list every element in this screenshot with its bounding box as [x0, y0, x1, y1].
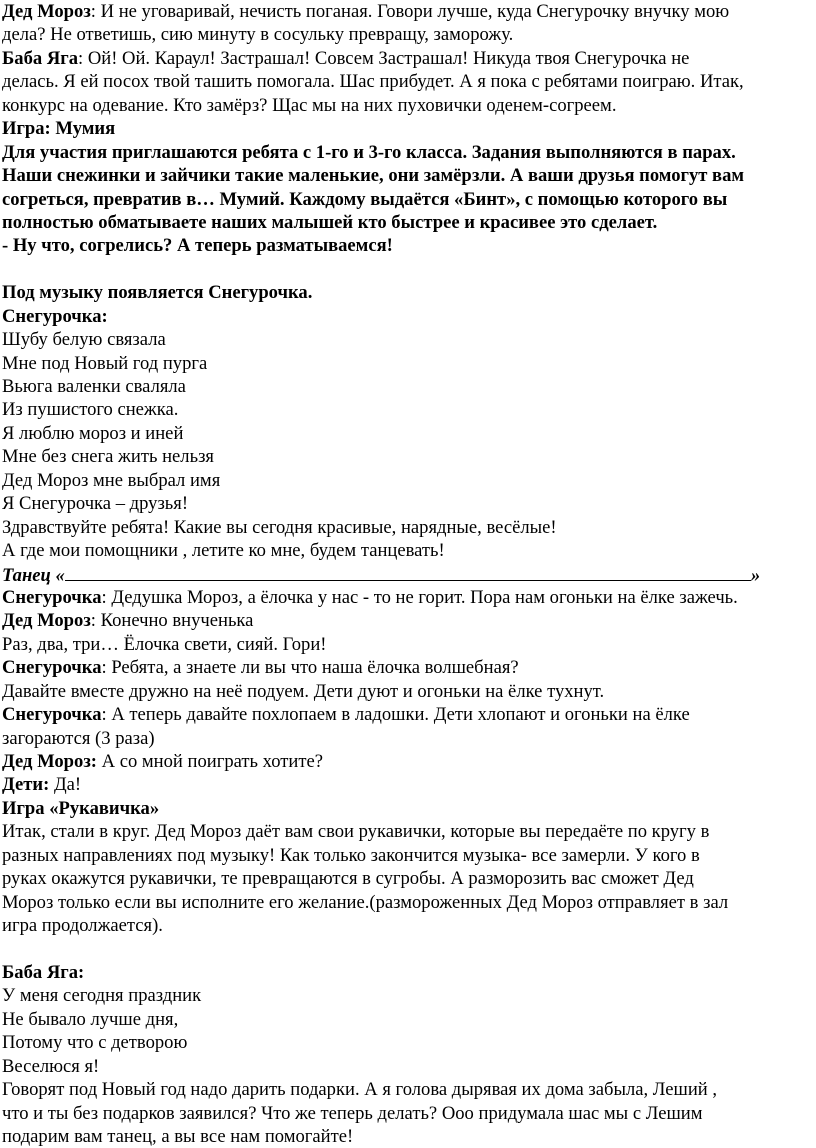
bold-text-line: полностью обматываете наших малышей кто быстрее и красивее это сделает.: [2, 211, 658, 233]
speech-line: [2, 773, 814, 796]
bold-text-line: Снегурочка:: [2, 305, 108, 327]
speaker-name: Дед Мороз: [2, 1, 91, 22]
text-line: Веселюся я!: [2, 1055, 100, 1077]
speaker-name: Снегурочка: [2, 657, 102, 679]
text-line: загораются (3 раза): [2, 727, 155, 749]
speech-line: [2, 656, 814, 679]
bold-text-line: Игра: Мумия: [2, 118, 116, 140]
dance-close-quote: »: [750, 564, 761, 586]
text-line: Раз, два, три… Ёлочка свети, сияй. Гори!: [2, 633, 327, 655]
text-line: Здравствуйте ребята! Какие вы сегодня красивые, нарядные, весёлые!: [2, 516, 557, 538]
blank-line: [2, 938, 814, 961]
text-line: Потому что с детворою: [2, 1032, 188, 1054]
text-line: дела? Не ответишь, сию минуту в сосульку превращу, заморожу.: [2, 24, 514, 46]
document-page: [2, 0, 814, 1148]
bold-text-line: Наши снежинки и зайчики такие маленькие, они замёрзли. А ваши друзья помогут вам: [2, 165, 745, 187]
speaker-name: Снегурочка: [2, 586, 102, 608]
speech-text: : А теперь давайте похлопаем в ладошки. Дети хлопают и огоньки на ёлке: [101, 704, 690, 726]
text-line: что и ты без подарков заявился? Что же теперь делать? Ооо придумала шас мы с Лешим: [2, 1102, 703, 1124]
text-line: Вьюга валенки сваляла: [2, 376, 186, 397]
blank-line: [2, 258, 814, 281]
speech-line: [2, 750, 814, 773]
blank-underline: [65, 563, 751, 581]
bold-text-line: согреться, превратив в… Мумий. Каждому выдаётся «Бинт», с помощью которого вы: [2, 188, 728, 210]
text-line: Говорят под Новый год надо дарить подарки. А я голова дырявая их дома забыла, Леший ,: [2, 1079, 718, 1101]
speech-line: [2, 0, 814, 23]
bold-text-line: Баба Яга:: [2, 961, 85, 983]
speaker-name: Дети:: [2, 774, 50, 796]
text-line: Не бывало лучше дня,: [2, 1008, 179, 1030]
speaker-name: Дед Мороз:: [2, 751, 97, 772]
text-line: Итак, стали в круг. Дед Мороз даёт вам свои рукавички, которые вы передаёте по кругу в: [2, 821, 710, 843]
speaker-name: Баба Яга: [2, 47, 79, 69]
speech-text: : Конечно внученька: [90, 610, 254, 632]
speech-text: Да!: [49, 774, 82, 796]
text-line: А где мои помощники , летите ко мне, будем танцевать!: [2, 540, 445, 562]
text-line: Из пушистого снежка.: [2, 399, 179, 421]
speech-text: : И не уговаривай, нечисть поганая. Говори лучше, куда Снегурочку внучку мою: [90, 1, 730, 22]
bold-text-line: Под музыку появляется Снегурочка.: [2, 282, 313, 304]
text-line: конкурс на одевание. Кто замёрз? Щас мы на них пуховички оденем-согреем.: [2, 94, 617, 116]
text-line: Дед Мороз мне выбрал имя: [2, 469, 221, 491]
text-line: У меня сегодня праздник: [2, 985, 202, 1007]
speaker-name: Снегурочка: [2, 704, 102, 726]
bold-text-line: Игра «Рукавичка»: [2, 797, 160, 819]
text-line: Я Снегурочка – друзья!: [2, 493, 189, 515]
text-line: игра продолжается).: [2, 915, 163, 937]
speaker-name: Дед Мороз: [2, 610, 91, 632]
speech-text: : Дедушка Мороз, а ёлочка у нас - то не горит. Пора нам огоньки на ёлке зажечь.: [101, 586, 738, 608]
dance-label: Танец «: [2, 564, 65, 586]
text-line: Мне под Новый год пурга: [2, 352, 208, 374]
speech-text: А со мной поиграть хотите?: [96, 751, 324, 772]
dance-heading: [2, 563, 814, 586]
bold-text-line: Для участия приглашаются ребята с 1-го и 3-го класса. Задания выполняются в парах.: [2, 141, 736, 163]
text-line: делась. Я ей посох твой ташить помогала. Шас прибудет. А я пока с ребятами поиграю. Итак,: [2, 71, 744, 93]
speech-line: [2, 586, 814, 609]
text-line: подарим вам танец, а вы все нам помогайте!: [2, 1126, 354, 1147]
text-line: Мороз только если вы исполните его желание.(размороженных Дед Мороз отправляет в зал: [2, 891, 729, 913]
text-line: Шубу белую связала: [2, 329, 166, 351]
bold-text-line: - Ну что, согрелись? А теперь разматываемся!: [2, 235, 393, 257]
speech-line: [2, 47, 814, 70]
text-line: Я люблю мороз и иней: [2, 422, 184, 444]
text-line: разных направлениях под музыку! Как только закончится музыка- все замерли. У кого в: [2, 844, 700, 866]
speech-line: [2, 703, 814, 726]
speech-line: [2, 609, 814, 632]
text-line: руках окажутся рукавички, те превращаются в сугробы. А разморозить вас сможет Дед: [2, 868, 694, 890]
text-line: Мне без снега жить нельзя: [2, 446, 214, 468]
speech-text: : Ой! Ой. Караул! Застрашал! Совсем Застрашал! Никуда твоя Снегурочка не: [78, 47, 690, 69]
text-line: Давайте вместе дружно на неё подуем. Дети дуют и огоньки на ёлке тухнут.: [2, 680, 605, 702]
speech-text: : Ребята, а знаете ли вы что наша ёлочка волшебная?: [101, 657, 519, 679]
